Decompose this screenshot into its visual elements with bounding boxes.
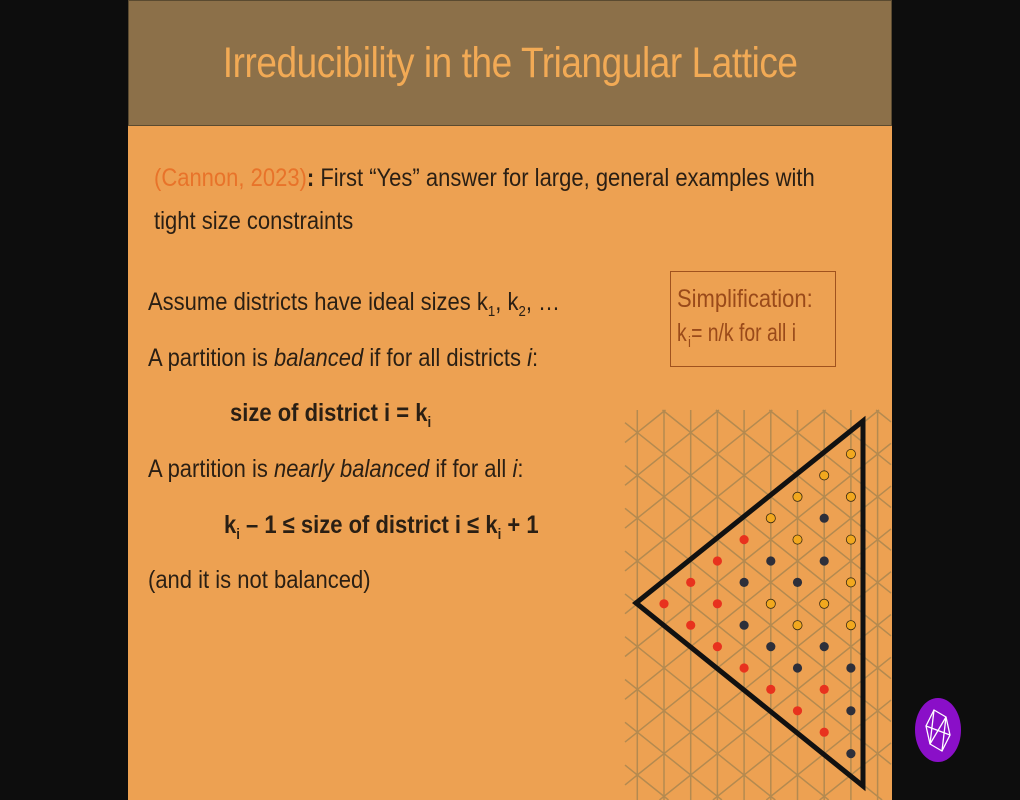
lattice-dot-orange [793, 492, 802, 501]
lattice-line [823, 410, 891, 465]
slide-title: Irreducibility in the Triangular Lattice [222, 38, 798, 87]
assume-line: Assume districts have ideal sizes $k_1$, $k_2$, … [148, 288, 561, 320]
lattice-dot-red [820, 728, 829, 737]
lattice-dot-red [686, 578, 695, 587]
lattice-dot-dark [820, 642, 829, 651]
not-balanced-note: (and it is not balanced) [148, 566, 371, 594]
lattice-dot-red [659, 599, 668, 608]
lattice-dot-orange [846, 621, 855, 630]
lattice-dot-dark [846, 663, 855, 672]
lattice-dot-red [713, 599, 722, 608]
lattice-dot-orange [820, 471, 829, 480]
nearly-balanced-definition: A partition is nearly balanced if for all i: [148, 455, 524, 483]
lattice-dot-red [713, 556, 722, 565]
lattice-dot-orange [766, 514, 775, 523]
lattice-dot-orange [793, 535, 802, 544]
nearly-balanced-formula: $k_i - 1$ ≤ size of district $i \le k_i + 1$ [224, 511, 539, 543]
lattice-dot-orange [846, 449, 855, 458]
lattice-dot-red [820, 685, 829, 694]
lattice-dot-dark [820, 514, 829, 523]
lattice-dot-dark [766, 642, 775, 651]
lattice-dot-orange [846, 578, 855, 587]
lattice-dot-dark [740, 621, 749, 630]
logo-icon [914, 697, 962, 763]
balanced-formula: size of district $i = k_i$ [230, 399, 432, 431]
lattice-line [625, 410, 666, 443]
lattice-dot-red [793, 706, 802, 715]
lattice-line [660, 615, 892, 800]
lattice-dot-dark [793, 578, 802, 587]
lattice-line [625, 410, 719, 485]
citation: (Cannon, 2023) [154, 164, 307, 192]
lattice-dot-dark [820, 556, 829, 565]
lattice-dot-dark [793, 663, 802, 672]
lattice-dot-dark [740, 578, 749, 587]
lattice-dot-orange [846, 492, 855, 501]
lattice-dot-red [766, 685, 775, 694]
lattice-dot-red [740, 663, 749, 672]
lattice-dot-orange [820, 599, 829, 608]
lattice-dot-red [686, 621, 695, 630]
balanced-definition: A partition is balanced if for all districts i: [148, 344, 539, 372]
lattice-line [820, 743, 891, 800]
simplification-title: Simplification: [677, 285, 813, 313]
lattice-dot-orange [766, 599, 775, 608]
lattice-line [625, 765, 669, 800]
lattice-dot-orange [846, 535, 855, 544]
intro-line-2: tight size constraints [154, 207, 354, 235]
lattice-dot-dark [846, 749, 855, 758]
lattice-dot-orange [793, 621, 802, 630]
lattice-dot-red [713, 642, 722, 651]
simplification-formula: $k_i= n/k$ for all i [677, 319, 796, 351]
lattice-dot-dark [766, 556, 775, 565]
citation-colon: : [306, 164, 315, 192]
lattice-dot-dark [846, 706, 855, 715]
lattice-dot-red [740, 535, 749, 544]
intro-text-1: First “Yes” answer for large, general examples with [314, 164, 815, 192]
